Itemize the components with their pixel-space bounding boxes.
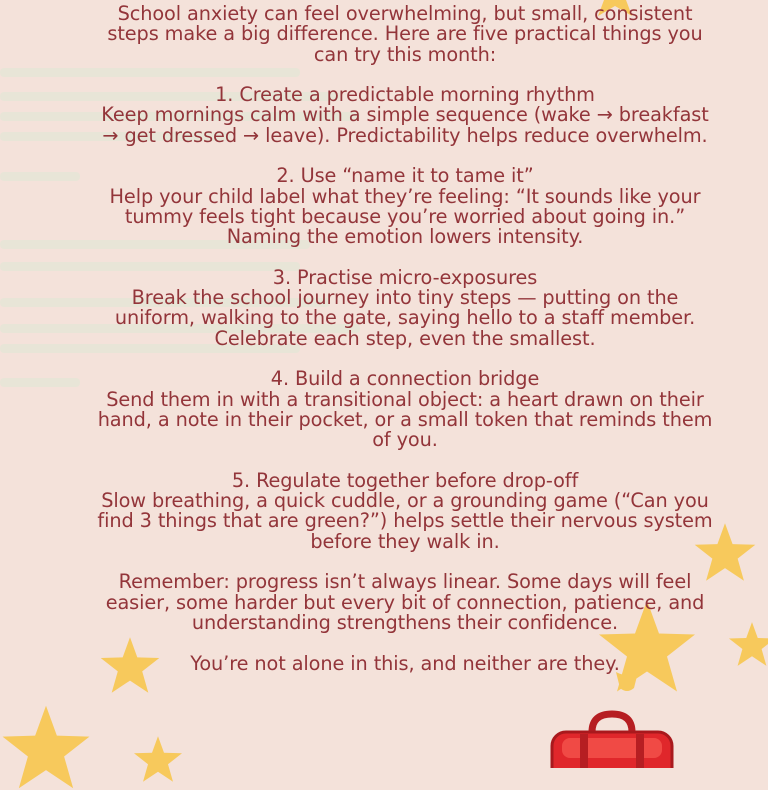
intro-paragraph: School anxiety can feel overwhelming, but small, consistent steps make a big difference. Here are five practical things you can try this month: xyxy=(107,2,703,66)
school-bag-icon xyxy=(550,710,676,772)
tip-title: 5. Regulate together before drop-off xyxy=(231,468,579,492)
tip-body: Send them in with a transitional object: a heart drawn on their hand, a note in their pocket, or a small token that reminds them of you. xyxy=(97,387,713,452)
star-icon xyxy=(133,735,183,783)
tip-body: Slow breathing, a quick cuddle, or a grounding game (“Can you find 3 things that are green?”) helps settle their nervous system before they walk in. xyxy=(97,489,713,553)
tip-body: Keep mornings calm with a simple sequence (wake → breakfast → get dressed → leave). Predictability helps reduce overwhelm. xyxy=(101,103,709,147)
closing-line: You’re not alone in this, and neither are they. xyxy=(190,651,620,675)
tip-section-4 xyxy=(95,369,715,450)
tip-title: 2. Use “name it to tame it” xyxy=(276,164,534,188)
remember-paragraph: Remember: progress isn’t always linear. Some days will feel easier, some harder but every bit of connection, patience, and understanding strengthens their confidence. xyxy=(105,570,705,634)
tip-title: 1. Create a predictable morning rhythm xyxy=(215,83,595,107)
tip-section-5 xyxy=(95,468,715,553)
tip-title: 4. Build a connection bridge xyxy=(270,367,540,391)
star-icon xyxy=(728,620,768,668)
star-icon xyxy=(0,704,92,790)
tip-section-2 xyxy=(95,166,715,247)
tip-body: Break the school journey into tiny steps — putting on the uniform, walking to the gate, saying hello to a staff member. Celebrate each step, even the smallest. xyxy=(114,286,696,350)
tip-body: Help your child label what they’re feeling: “It sounds like your tummy feels tight because you’re worried about going in.” Naming the emotion lowers intensity. xyxy=(109,184,701,249)
tip-title: 3. Practise micro-exposures xyxy=(272,265,538,289)
main-text xyxy=(95,4,715,694)
tip-section-3 xyxy=(95,265,715,350)
tip-section-1 xyxy=(95,85,715,146)
